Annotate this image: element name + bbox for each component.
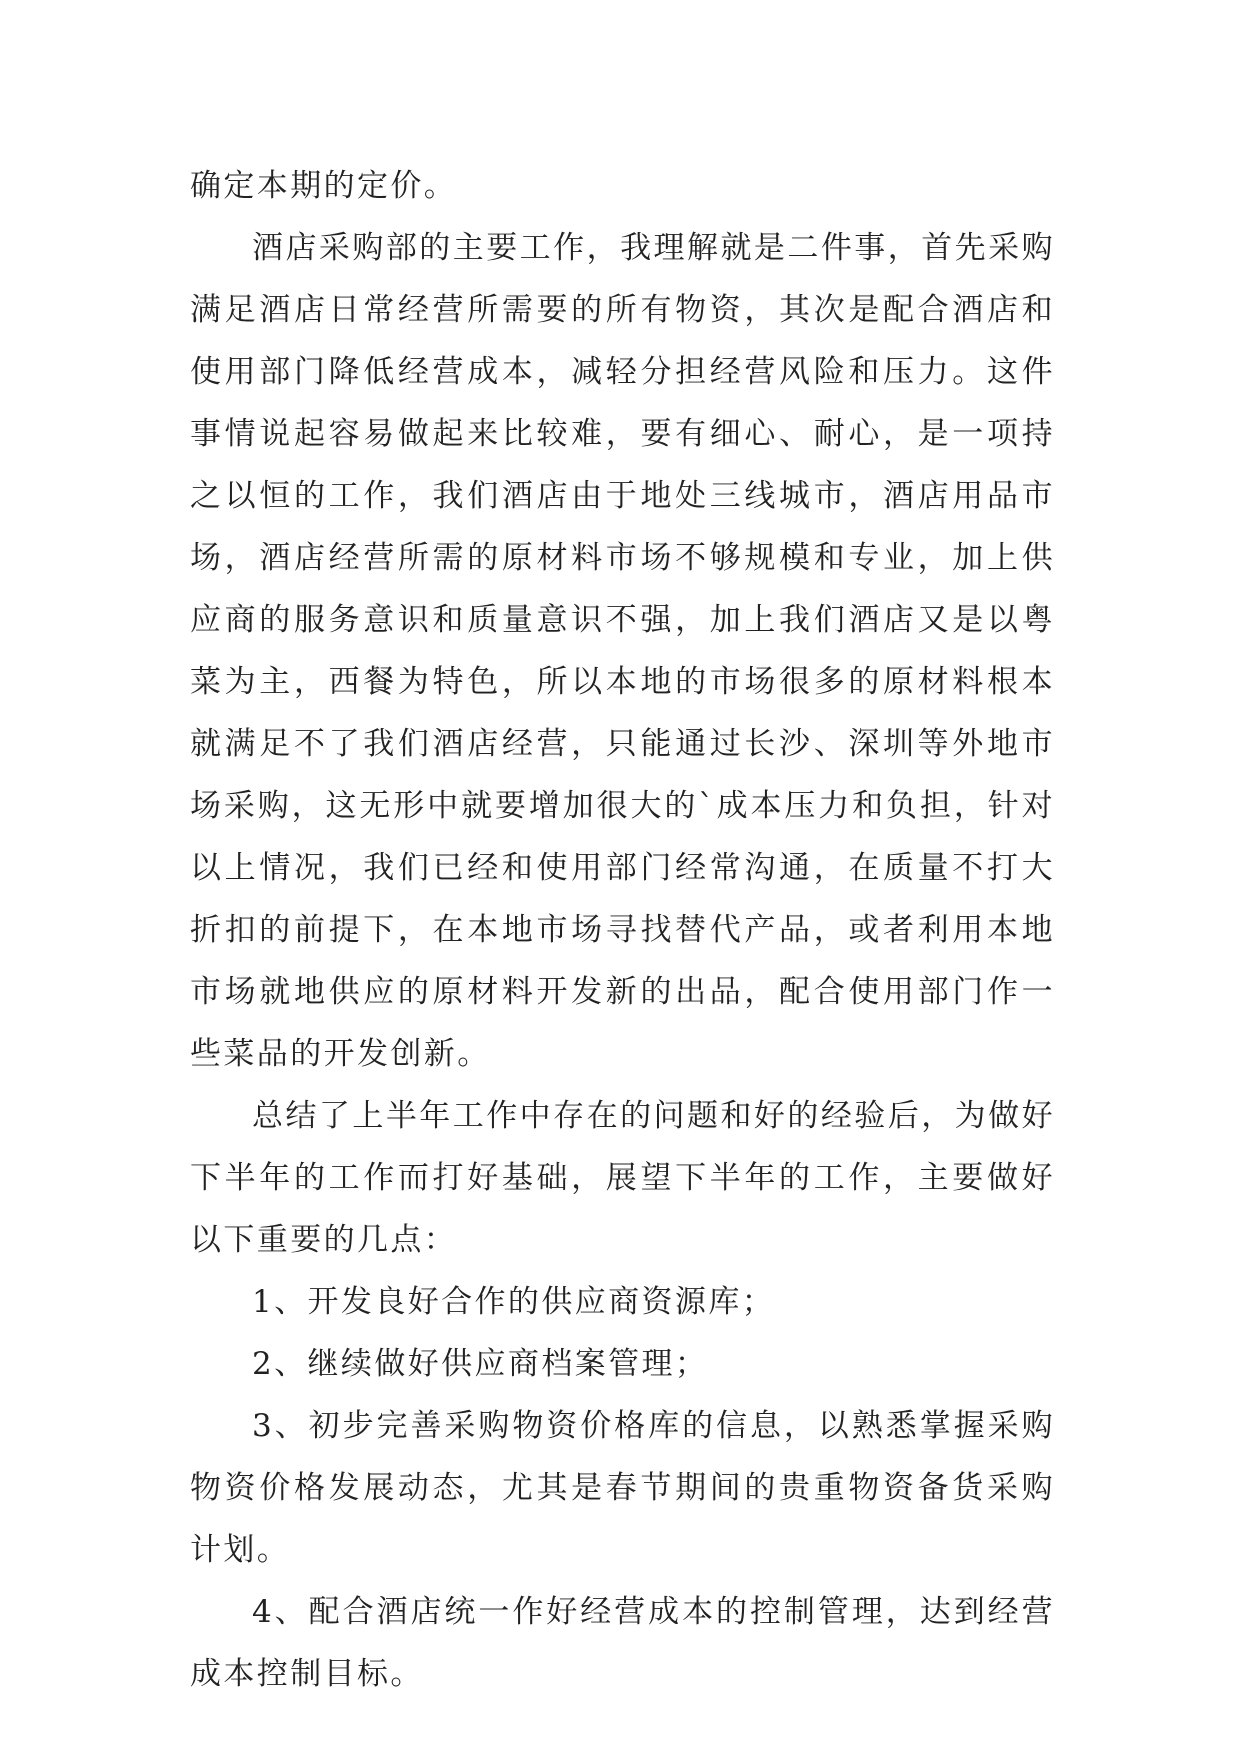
list-item-2: 2、继续做好供应商档案管理； — [252, 1346, 709, 1382]
paragraph-summary: 总结了上半年工作中存在的问题和好的经验后，为做好下半年的工作而打好基础，展望下半年的工作，主要做好以下重要的几点： — [190, 1098, 1055, 1258]
paragraph-continuation: 确定本期的定价。 — [190, 168, 458, 204]
list-item-4: 4、配合酒店统一作好经营成本的控制管理，达到经营成本控制目标。 — [190, 1594, 1055, 1692]
paragraph-main-work: 酒店采购部的主要工作，我理解就是二件事，首先采购满足酒店日常经营所需要的所有物资，其次是配合酒店和使用部门降低经营成本，减轻分担经营风险和压力。这件事情说起容易做起来比较难，要有细心、耐心，是一项持之以恒的工作，我们酒店由于地处三线城市，酒店用品市场，酒店经营所需的原材料市场不够规模和专业，加上供应商的服务意识和质量意识不强，加上我们酒店又是以粤菜为主，西餐为特色，所以本地的市场很多的原材料根本就满足不了我们酒店经营，只能通过长沙、深圳等外地市场采购，这无形中就要增加很大的`成本压力和负担，针对以上情况，我们已经和使用部门经常沟通，在质量不打大折扣的前提下，在本地市场寻找替代产品，或者利用本地市场就地供应的原材料开发新的出品，配合使用部门作一些菜品的开发创新。 — [190, 230, 1055, 1072]
list-item-3: 3、初步完善采购物资价格库的信息，以熟悉掌握采购物资价格发展动态，尤其是春节期间的贵重物资备货采购计划。 — [190, 1408, 1055, 1568]
document-body — [190, 155, 1055, 1705]
list-item-1: 1、开发良好合作的供应商资源库； — [252, 1284, 776, 1320]
